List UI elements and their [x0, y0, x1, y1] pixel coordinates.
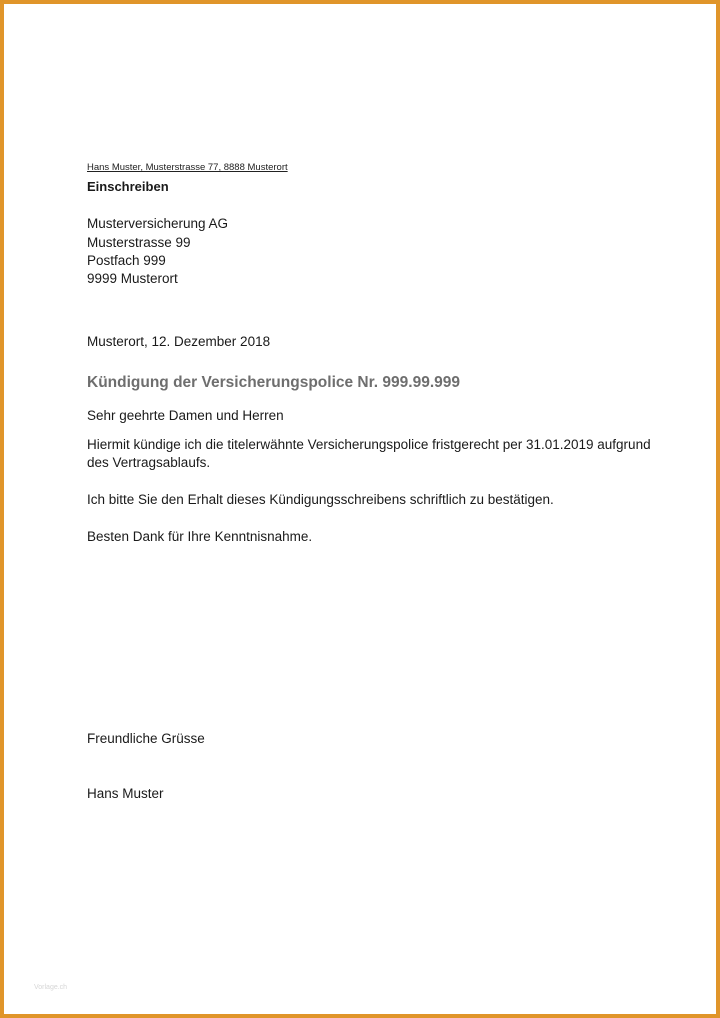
- recipient-line-city: 9999 Musterort: [87, 271, 178, 286]
- subject-heading: Kündigung der Versicherungspolice Nr. 999.99.999: [87, 374, 460, 391]
- date-line: Musterort, 12. Dezember 2018: [87, 334, 271, 349]
- closing: Freundliche Grüsse: [87, 731, 205, 746]
- sender-address-line: Hans Muster, Musterstrasse 77, 8888 Musterort: [87, 162, 288, 173]
- recipient-line-street: Musterstrasse 99: [87, 235, 191, 250]
- salutation: Sehr geehrte Damen und Herren: [87, 408, 284, 423]
- delivery-type-label: Einschreiben: [87, 179, 169, 194]
- paragraph-confirmation-request: Ich bitte Sie den Erhalt dieses Kündigungsschreibens schriftlich zu bestätigen.: [87, 492, 554, 507]
- paragraph-termination: Hiermit kündige ich die titelerwähnte Versicherungspolice fristgerecht per 31.01.2019 aufgrund des Vertragsablaufs.: [87, 437, 651, 470]
- recipient-line-company: Musterversicherung AG: [87, 216, 229, 231]
- watermark: Vorlage.ch: [34, 984, 68, 991]
- paragraph-thanks: Besten Dank für Ihre Kenntnisnahme.: [87, 529, 313, 544]
- signature-name: Hans Muster: [87, 786, 164, 801]
- recipient-line-pobox: Postfach 999: [87, 253, 166, 268]
